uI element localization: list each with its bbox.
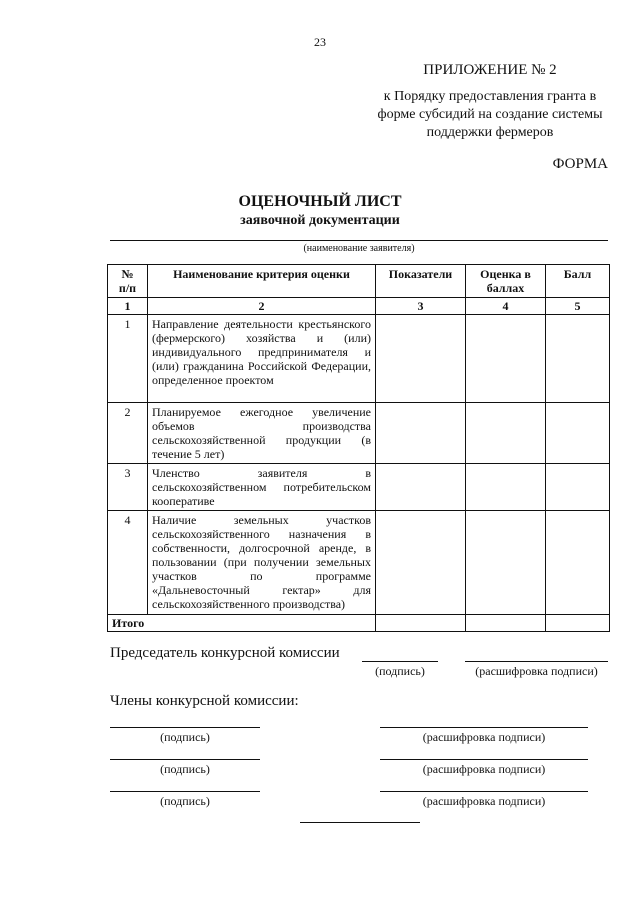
- member-signature-line[interactable]: [110, 727, 260, 728]
- column-number: 1: [108, 298, 148, 315]
- member-signature-caption: (подпись): [160, 794, 210, 808]
- appendix-reference-line: форме субсидий на создание системы: [377, 107, 603, 122]
- chairman-decode-caption: (расшифровка подписи): [475, 664, 598, 678]
- appendix-reference: [340, 88, 640, 142]
- chairman-decode-line[interactable]: [465, 661, 608, 662]
- score-points-cell[interactable]: [466, 403, 546, 464]
- member-signature-caption: (подпись): [160, 730, 210, 744]
- applicant-name-caption: (наименование заявителя): [303, 243, 415, 254]
- column-number: 4: [466, 298, 546, 315]
- appendix-reference-line: к Порядку предоставления гранта в: [383, 89, 597, 104]
- header-num: № п/п: [108, 265, 148, 298]
- score-points-cell[interactable]: [466, 315, 546, 403]
- total-row: [108, 615, 610, 632]
- row-criterion: Планируемое ежегодное увеличение объемов производства сельскохозяйственной продукции (в течение 5 лет): [148, 403, 376, 464]
- member-decode-caption: (расшифровка подписи): [422, 730, 546, 744]
- member-decode-line[interactable]: [380, 727, 588, 728]
- indicators-cell[interactable]: [376, 403, 466, 464]
- appendix-reference-line: поддержки фермеров: [426, 125, 554, 140]
- table-row: [108, 511, 610, 615]
- appendix-title: ПРИЛОЖЕНИЕ № 2: [423, 62, 557, 78]
- indicators-cell[interactable]: [376, 464, 466, 511]
- column-number: 3: [376, 298, 466, 315]
- header-score-points: Оценка в баллах: [466, 265, 546, 298]
- chairman-signature-line[interactable]: [362, 661, 438, 662]
- table-row: [108, 464, 610, 511]
- document-title: ОЦЕНОЧНЫЙ ЛИСТ: [238, 193, 402, 210]
- score-cell[interactable]: [546, 315, 610, 403]
- header-criterion: Наименование критерия оценки: [148, 265, 376, 298]
- member-decode-caption: (расшифровка подписи): [422, 762, 546, 776]
- total-indicators-cell[interactable]: [376, 615, 466, 632]
- column-number: 5: [546, 298, 610, 315]
- member-decode-line[interactable]: [380, 791, 588, 792]
- member-decode-caption: (расшифровка подписи): [422, 794, 546, 808]
- row-number: 3: [108, 464, 148, 511]
- header-indicators: Показатели: [376, 265, 466, 298]
- member-decode-line[interactable]: [380, 759, 588, 760]
- chairman-signature-caption: (подпись): [375, 664, 425, 678]
- score-points-cell[interactable]: [466, 464, 546, 511]
- chairman-label: Председатель конкурсной комиссии: [110, 645, 340, 661]
- member-signature-line[interactable]: [110, 791, 260, 792]
- score-cell[interactable]: [546, 403, 610, 464]
- end-divider: [300, 822, 420, 823]
- row-criterion: Направление деятельности крестьянского (фермерского) хозяйства и (или) индивидуального предпринимателя и (или) гражданина Российской Федерации, определенное проектом: [148, 315, 376, 403]
- row-number: 4: [108, 511, 148, 615]
- member-signature-line[interactable]: [110, 759, 260, 760]
- table-header-row: [108, 265, 610, 298]
- total-label: Итого: [108, 615, 376, 632]
- indicators-cell[interactable]: [376, 315, 466, 403]
- score-cell[interactable]: [546, 511, 610, 615]
- evaluation-table: [107, 264, 610, 632]
- score-cell[interactable]: [546, 464, 610, 511]
- total-score-cell[interactable]: [546, 615, 610, 632]
- column-number-row: [108, 298, 610, 315]
- row-number: 2: [108, 403, 148, 464]
- members-label: Члены конкурсной комиссии:: [110, 693, 299, 709]
- indicators-cell[interactable]: [376, 511, 466, 615]
- header-score: Балл: [546, 265, 610, 298]
- page-number: 23: [314, 35, 326, 49]
- applicant-name-line[interactable]: [110, 240, 608, 241]
- table-row: [108, 315, 610, 403]
- row-criterion: Наличие земельных участков сельскохозяйственного назначения в собственности, долгосрочной аренде, в пользовании (при получении земельных участков по программе «Дальневосточный гектар» для сельскохозяйственного производства): [148, 511, 376, 615]
- form-label: ФОРМА: [552, 156, 608, 172]
- column-number: 2: [148, 298, 376, 315]
- document-subtitle: заявочной документации: [240, 213, 400, 228]
- member-signature-caption: (подпись): [160, 762, 210, 776]
- row-number: 1: [108, 315, 148, 403]
- score-points-cell[interactable]: [466, 511, 546, 615]
- row-criterion: Членство заявителя в сельскохозяйственном потребительском кооперативе: [148, 464, 376, 511]
- table-row: [108, 403, 610, 464]
- total-score-points-cell[interactable]: [466, 615, 546, 632]
